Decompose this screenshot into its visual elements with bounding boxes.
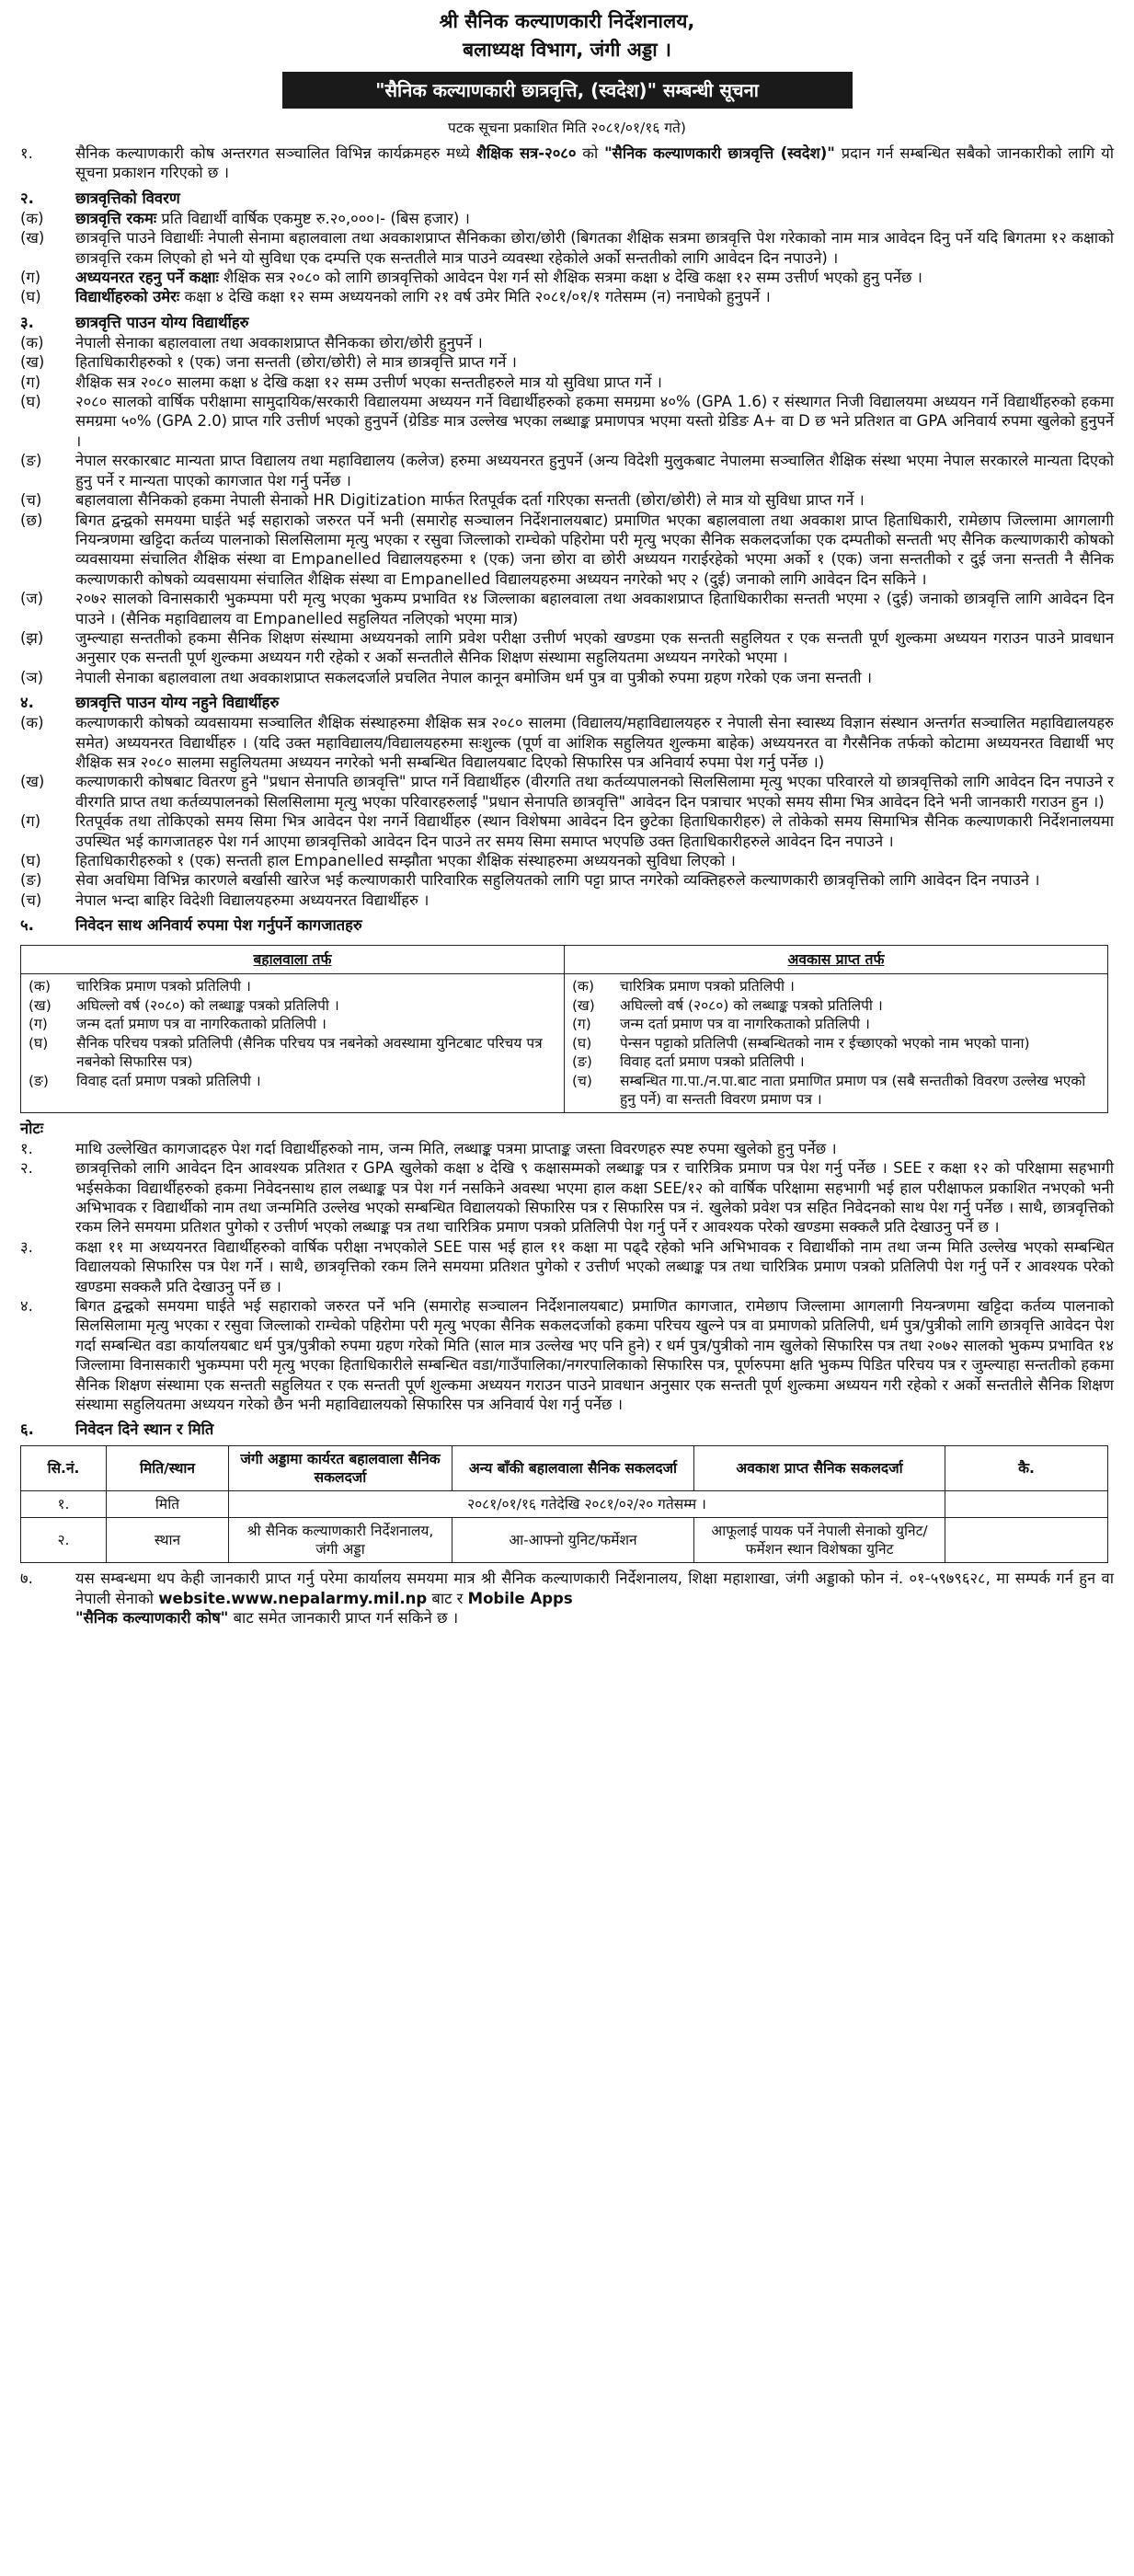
retired-document-item-marker: (घ) <box>572 1034 592 1052</box>
intro-number: १. <box>20 144 33 162</box>
section-3-heading <box>20 313 1114 333</box>
schedule-header-sn: सि.नं. <box>21 1446 107 1491</box>
section-3-item-marker: (छ) <box>20 511 43 529</box>
serving-document-item-marker: (ग) <box>29 1016 48 1033</box>
section-4-item-body: रितपूर्वक तथा तोकिएको समय सिमा भित्र आवेदन पेश नगर्ने विद्यार्थीहरु (स्थान विशेषमा आवेदन दिन छुटेका हिताधिकारीहरु) ले तोकेको समय सिमाभित्र सैनिक कल्याणकारी निर्देशनालयमा उपस्थित भई कागजातहरु पेश गर्न आएमा छात्रवृत्तिको आवेदन दिन पाउने तर समय सिमा समाप्त भएपछि उक्त हिताधिकारीहरुले आवेदन दिन नपाउने । <box>75 812 1114 850</box>
note-item <box>20 1158 1114 1237</box>
schedule-row2-sn: २. <box>21 1518 107 1563</box>
section-3-item-marker: (ग) <box>20 373 41 391</box>
section-2-item-body: कक्षा ४ देखि कक्षा १२ सम्म अध्ययनको लागि २१ वर्ष उमेर मिति २०८१/०१/१ गतेसम्म (न) ननाघेको हुनुपर्ने । <box>179 288 771 306</box>
section-2-item-text <box>75 209 1114 228</box>
serving-document-item-marker: (ख) <box>29 996 52 1014</box>
section-3-item-body: नेपाल सरकारबाट मान्यता प्राप्त विद्यालय तथा महाविद्यालय (कलेज) हरुमा अध्ययनरत हुनुपर्ने (अन्य विदेशी मुलुकबाट नेपालमा सञ्चालित शैक्षिक संस्था भएमा नेपाल सरकारले मान्यता दिएको हुनु पर्ने र मान्यता पाएको कागजात पेश गर्नु पर्नेछ । <box>75 452 1114 489</box>
section-4-title: छात्रवृत्ति पाउन योग्य नहुने विद्यार्थीहरु <box>75 694 280 712</box>
section-3-item-marker: (क) <box>20 333 44 351</box>
section-3-item-marker: (झ) <box>20 628 44 647</box>
section-3-item-body: हिताधिकारीहरुको १ (एक) जना सन्तती (छोरा/छोरी) ले मात्र छात्रवृत्ति प्राप्त गर्ने । <box>75 353 517 372</box>
section-3-item-text <box>75 628 1114 668</box>
note-item-marker: ४. <box>20 1296 33 1315</box>
section-3-item-text <box>75 333 1114 352</box>
intro-scholarship-name: "सैनिक कल्याणकारी छात्रवृत्ति (स्वदेश)" <box>604 144 835 162</box>
note-list <box>20 1139 1114 1415</box>
section-3-item-text <box>75 352 1114 372</box>
note-item-body: कक्षा ११ मा अध्ययनरत विद्यार्थीहरुको वार्षिक परीक्षा नभएकोले SEE पास भई हाल ११ कक्षा मा पढ्दै रहेको भनि अभिभावक र विद्यार्थीको नाम तथा जन्म मिति उल्लेख भएको सम्बन्धित विद्यालयको सिफारिस पत्र पेश गर्ने । साथै, छात्रवृत्तिको रकम लिने समयमा प्रतिशत पुगेको र उत्तीर्ण भएको लब्धाङ्क पत्र तथा चारित्रिक प्रमाण पत्रको प्रतिलिपी पेश गर्नु पर्ने र आवश्यक परेको खण्डमा सक्कलै प्रति देखाउनु पर्ने छ । <box>75 1237 1114 1295</box>
section-2-item-text <box>75 287 1114 306</box>
section-3-item <box>20 392 1114 451</box>
retired-document-item <box>572 1052 1100 1072</box>
section-4-item-text <box>75 891 1114 910</box>
section-7-number: ७. <box>20 1570 33 1588</box>
retired-document-item-text: जन्म दर्ता प्रमाण पत्र वा नागरिकताको प्रतिलिपी । <box>620 1016 870 1033</box>
published-date: पटक सूचना प्रकाशित मिति २०८१/०१/१६ गते) <box>448 120 686 136</box>
section-3-item-body: बिगत द्वन्द्वको समयमा घाईते भई सहाराको जरुरत पर्ने भनी (समारोह सञ्चालन निर्देशनालयबाट) प्रमाणित भएका बहालवाला तथा अवकाश प्राप्त हिताधिकारी, रामेछाप जिल्लामा आगलागी नियन्त्रणमा खट्टिदा कर्तव्य पालनाको सिलसिलामा मृत्यु भएका र रसुवा जिल्लाको राम्चेको पहिरोमा परी मृत्यु भएका सैनिक सकलदर्जाका एक दम्पतीको सन्तती भए सैनिक कल्याणकारी कोषको व्यवसायमा संचालित शैक्षिक संस्था वा Empanelled विद्यालयहरुमा १ (एक) जना छोरा वा छोरी अध्ययन गराईरहेको भएमा अर्को १ (एक) जना सन्ततीको र दुई जना सन्तती नै सैनिक कल्याणकारी कोषको व्यवसायमा संचालित शैक्षिक संस्था वा Empanelled विद्यालयहरुमा अध्ययन नगरेको भए २ (दुई) जनाको लागि आवेदन दिन सकिने । <box>75 511 1114 588</box>
section-3-item-body: नेपाली सेनाका बहालवाला तथा अवकाशप्राप्त सकलदर्जाले प्रचलित नेपाल कानून बमोजिम धर्म पुत्र वा पुत्रीको रुपमा ग्रहण गरेको एक जना सन्तती । <box>75 668 873 686</box>
section-3-item-text <box>75 392 1114 451</box>
serving-document-item <box>29 1072 556 1091</box>
contact-paragraph <box>20 1569 1114 1627</box>
section-4-item-body: कल्याणकारी कोषको व्यवसायमा सञ्चालित शैक्षिक संस्थाहरुमा शैक्षिक सत्र २०८० सालमा (विद्यालय/महाविद्यालयहरु र नेपाली सेना स्वास्थ्य विज्ञान संस्थान अन्तर्गत सञ्चालित महाविद्यालयहरु समेत) अध्ययनरत विद्यार्थीहरु । (यदि उक्त महाविद्यालय/विद्यालयहरुमा सःशुल्क (पूर्ण वा आंशिक सहुलियत शुल्कमा बाहेक) अध्ययनरत वा गैरसैनिक तर्फको कोटामा अध्ययनरत विद्यार्थी भए शैक्षिक सत्र २०८० सालमा सहुलियतमा अध्ययन नगरेको भनी सम्बन्धित विद्यालयबाट दिएको सिफारिस पत्र अनिवार्य रुपमा पेश गर्नु पर्नेछ ।) <box>75 714 1114 771</box>
retired-document-item <box>572 1034 1100 1053</box>
section-3-item-text <box>75 668 1114 687</box>
note-item-marker: २. <box>20 1159 33 1178</box>
serving-document-item-text: जन्म दर्ता प्रमाण पत्र वा नागरिकताको प्रतिलिपी । <box>76 1016 326 1033</box>
note-label: नोटः <box>20 1119 44 1137</box>
section-4-item-text <box>75 772 1114 811</box>
schedule-place-row <box>21 1518 1108 1563</box>
retired-document-item <box>572 977 1100 996</box>
schedule-header-hq-serving: जंगी अड्डामा कार्यरत बहालवाला सैनिक सकलदर्जा <box>229 1446 452 1491</box>
retired-document-item-marker: (ग) <box>572 1016 591 1033</box>
section-3-item-marker: (ज) <box>20 590 44 608</box>
section-4-number: ४. <box>20 694 34 712</box>
section-3-item-marker: (ख) <box>20 353 45 372</box>
section-4-item <box>20 870 1114 890</box>
section-2-item-text <box>75 228 1114 268</box>
section-2-number: २. <box>20 189 34 207</box>
org-department: बलाध्यक्ष विभाग, जंगी अड्डा । <box>463 39 671 61</box>
schedule-header-row <box>21 1446 1108 1491</box>
note-item-text <box>75 1296 1114 1414</box>
schedule-table <box>20 1445 1108 1563</box>
section-4-item-text <box>75 713 1114 772</box>
section-4-item-text <box>75 851 1114 870</box>
note-item-marker: १. <box>20 1139 33 1157</box>
section-5-title: निवेदन साथ अनिवार्य रुपमा पेश गर्नुपर्ने कागजातहरु <box>75 916 362 935</box>
serving-column-header: बहालवाला तर्फ <box>21 946 565 974</box>
section-5-heading <box>20 915 1114 936</box>
contact-pre: यस सम्बन्धमा थप केही जानकारी प्राप्त गर्नु परेमा कार्यालय समयमा मात्र श्री सैनिक कल्याणकारी निर्देशनालय, शिक्षा महाशाखा, जंगी अड्डाको फोन नं. ०१-५९७९६२८, मा सम्पर्क गर्न हुन वा नेपाली सेनाको <box>75 1570 1114 1607</box>
retired-document-item <box>572 996 1100 1016</box>
retired-documents-list <box>565 974 1108 1113</box>
documents-table <box>20 945 1108 1113</box>
section-3-item-body: जुम्ल्याहा सन्ततीको हकमा सैनिक शिक्षण संस्थामा अध्ययनको लागि प्रवेश परीक्षा उत्तीर्ण भएको खण्डमा एक सन्तती सहुलियत र एक सन्तती पूर्ण शुल्कमा अध्ययन गराउन पाउने प्रावधान अनुसार एक सन्तती पूर्ण शुल्कमा अध्ययन गरी रहेको र अर्को सन्ततीले सैनिक शिक्षण संस्थामा सहुलियतमा अध्ययन नगरेको भएमा । <box>75 628 1114 667</box>
schedule-header-remarks: कै. <box>945 1446 1108 1491</box>
section-3-item-body: २०७२ सालको विनासकारी भुकम्पमा परी मृत्यु भएका भुकम्प प्रभावित १४ जिल्लाका बहालवाला तथा अवकाशप्राप्त हिताधिकारीका सन्तती भएमा २ (दुई) जनाको छात्रवृत्ति लागि आवेदन दिन पाउने । (सैनिक महाविद्यालय वा Empanelled सहुलियत नलिएको भएमा मात्र) <box>75 590 1114 627</box>
serving-document-item-text: सैनिक परिचय पत्रको प्रतिलिपी (सैनिक परिचय पत्र नबनेको अवस्थामा युनिटबाट परिचय पत्र नबनेको सिफारिस पत्र) <box>76 1034 543 1071</box>
section-3-item <box>20 628 1114 668</box>
intro-post: प्रदान गर्न सम्बन्धित सबैको जानकारीको लागि यो सूचना प्रकाशन गरिएको छ । <box>75 144 1115 182</box>
note-item-text <box>75 1237 1114 1296</box>
section-3-item <box>20 668 1114 687</box>
section-2-item <box>20 228 1114 268</box>
section-3-item-body: बहालवाला सैनिकको हकमा नेपाली सेनाको HR Digitization मार्फत रितपूर्वक दर्ता गरिएका सन्तती (छोरा/छोरी) ले मात्र यो सुविधा प्राप्त गर्ने । <box>75 491 865 510</box>
note-item-body: छात्रवृत्तिको लागि आवेदन दिन आवश्यक प्रतिशत र GPA खुलेको कक्षा ४ देखि ९ कक्षासम्मको लब्धाङ्क पत्र र चारित्रिक प्रमाण पत्र पेश गर्नु पर्नेछ । SEE र कक्षा १२ को परिक्षामा सहभागी भईसकेका विद्यार्थीहरुको हकमा निवेदनसाथ हाल लब्धाङ्क पत्र पेश गर्न नसकिने अवस्था भएमा हाल कक्षा SEE/१२ को वार्षिक परिक्षामा सहभागी भई हाल परीक्षाफल प्रकाशित नभएको भनी अभिभावक र विद्यार्थीको नाम तथा जन्ममिति उल्लेख भएको सम्बन्धित विद्यालयको सिफारिस पत्र र सिफारिस पत्र नं. खुलेको प्रवेश पत्र सहित निवेदनको साथ पेश गर्नु पर्नेछ । साथै, छात्रवृत्तिको रकम लिने समयमा प्रतिशत पुगेको र उत्तीर्ण भएको लब्धाङ्क पत्र तथा चारित्रिक प्रमाण पत्रको प्रतिलिपी पेश गर्नु पर्ने र आवश्यक परेको खण्डमा सक्कलै प्रति देखाउनु पर्ने छ । <box>75 1159 1114 1236</box>
schedule-place-other: आ-आफ्नो युनिट/फर्मेशन <box>452 1518 694 1563</box>
section-4-item-body: सेवा अवधिमा विभिन्न कारणले बर्खासी खारेज भई कल्याणकारी पारिवारिक सहुलियतको लागि पट्टा प्राप्त नगरेको व्यक्तिहरुले कल्याणकारी छात्रवृत्तिको लागि आवेदन दिन नपाउने । <box>75 871 1040 890</box>
section-2-item-marker: (घ) <box>20 288 41 306</box>
section-3-item-body: शैक्षिक सत्र २०८० सालमा कक्षा ४ देखि कक्षा १२ सम्म उत्तीर्ण भएका सन्ततीहरुले मात्र यो सुविधा प्राप्त गर्ने । <box>75 373 662 391</box>
retired-document-item <box>572 1072 1100 1110</box>
retired-document-item-text: पेन्सन पट्टाको प्रतिलिपी (सम्बन्धितको नाम र ईच्छाएको भएको नाम भएको पाना) <box>620 1034 1030 1052</box>
note-item <box>20 1139 1114 1158</box>
note-item-marker: ३. <box>20 1237 33 1256</box>
schedule-header-retired: अवकाश प्राप्त सैनिक सकलदर्जा <box>694 1446 945 1491</box>
schedule-date-row <box>21 1491 1108 1518</box>
schedule-header-other-serving: अन्य बाँकी बहालवाला सैनिक सकलदर्जा <box>452 1446 694 1491</box>
section-4-item <box>20 811 1114 851</box>
schedule-header-date-place: मिति/स्थान <box>107 1446 229 1491</box>
note-item-body: बिगत द्वन्द्वको समयमा घाईते भई सहाराको जरुरत पर्ने भनि (समारोह सञ्चालन निर्देशनालयबाट) प्रमाणित कागजात, रामेछाप जिल्लामा आगलागी नियन्त्रणमा खट्टिदा कर्तव्य पालनाको सिलसिलामा मृत्यु भएका र रसुवा जिल्लाको राम्चेको पहिरोमा परी मृत्यु भएका सैनिक सकलदर्जाको हकमा परिचय खुल्ने पत्र वा प्रमाणको प्रतिलिपी, धर्म पुत्र/पुत्रीको लागि छात्रवृत्ति आवेदन पेश गर्दा सम्बन्धित वडा कार्यालयबाट धर्म पुत्र/पुत्रीको रुपमा ग्रहण गरेको मिति (साल मात्र उल्लेख भए पनि हुने) र धर्म पुत्र/पुत्रीको नाम खुलेको सिफारिस पत्र तथा २०७२ सालको भुकम्प प्रभावित १४ जिल्लामा विनासकारी भुकम्पमा परी मृत्यु भएका हिताधिकारीले सम्बन्धित वडा/गाउँपालिका/नगरपालिकाको सिफारिस पत्र, पूर्णरुपमा क्षति भुकम्प पिडित परिचय पत्र र जुम्ल्याहा सन्ततीको हकमा सैनिक शिक्षण संस्थामा एक सन्तती सहुलियत र एक सन्तती पूर्ण शुल्कमा अध्ययन गराउन पाउने प्रावधान अनुसार एक सन्तती पूर्ण शुल्कमा अध्ययन गरी रहेको र अर्को सन्ततीले सैनिक शिक्षण संस्थामा सहुलियतमा अध्ययन गरेको छैन भनी महाविद्यालयको सिफारिस पत्र अनिवार्य पेश गर्नु पर्नेछ । <box>75 1296 1114 1413</box>
section-2-list <box>20 209 1114 307</box>
section-3-item <box>20 352 1114 372</box>
intro-pre: सैनिक कल्याणकारी कोष अन्तरगत सञ्चालित विभिन्न कार्यक्रमहरु मध्ये <box>75 144 476 162</box>
section-3-list <box>20 333 1114 687</box>
section-2-item <box>20 287 1114 306</box>
section-2-item-label: छात्रवृत्ति रकमः <box>75 209 157 227</box>
section-4-item-marker: (घ) <box>20 852 41 869</box>
section-4-item-text <box>75 811 1114 851</box>
org-name: श्री सैनिक कल्याणकारी निर्देशनालय, <box>439 10 695 32</box>
section-4-item-body: नेपाल भन्दा बाहिर विदेशी विद्यालयहरुमा अध्ययनरत विद्यार्थीहरु । <box>75 891 430 909</box>
contact-post: बाट समेत जानकारी प्राप्त गर्न सकिने छ । <box>228 1609 459 1627</box>
retired-document-item-text: अघिल्लो वर्ष (२०८०) को लब्धाङ्क पत्रको प्रतिलिपी । <box>620 996 883 1014</box>
section-2-item-body: प्रति विद्यार्थी वार्षिक एकमुष्ट रु.२०,०००।- (बिस हजार) । <box>156 209 470 227</box>
section-4-item-marker: (ग) <box>20 812 41 831</box>
section-5-number: ५. <box>20 916 34 935</box>
note-item-text <box>75 1158 1114 1237</box>
retired-document-item-marker: (च) <box>572 1072 592 1089</box>
mobile-apps-label: Mobile Apps <box>467 1589 573 1607</box>
schedule-date-range: २०८१/०१/१६ गतेदेखि २०८१/०२/२० गतेसम्म । <box>229 1491 945 1518</box>
section-4-item-text <box>75 870 1114 890</box>
section-3-item-text <box>75 589 1114 628</box>
intro-session: शैक्षिक सत्र-२०८० <box>475 144 577 162</box>
section-4-item-marker: (च) <box>20 891 42 909</box>
section-2-item-label: विद्यार्थीहरुको उमेरः <box>75 288 180 306</box>
section-6-heading <box>20 1420 1114 1440</box>
section-3-item <box>20 490 1114 510</box>
serving-document-item-marker: (घ) <box>29 1034 49 1052</box>
serving-document-item-text: अघिल्लो वर्ष (२०८०) को लब्धाङ्क पत्रको प्रतिलिपी । <box>76 996 339 1014</box>
section-4-item <box>20 851 1114 870</box>
schedule-row2-label: स्थान <box>107 1518 229 1563</box>
section-2-heading <box>20 189 1114 209</box>
fund-name: "सैनिक कल्याणकारी कोष" <box>75 1609 229 1627</box>
serving-document-item-text: चारित्रिक प्रमाण पत्रको प्रतिलिपी । <box>76 978 251 995</box>
section-4-item-body: कल्याणकारी कोषबाट वितरण हुने "प्रधान सेनापति छात्रवृत्ति" प्राप्त गर्ने विद्यार्थीहरु (वीरगति तथा कर्तव्यपालनको सिलसिलामा मृत्यु भएका परिवारले यो छात्रवृत्तिको लागि आवेदन दिन नपाउने र वीरगति प्राप्त तथा कर्तव्यपालनको सिलसिलामा मृत्यु भएका परिवारहरुलाई "प्रधान सेनापति छात्रवृत्ति" आवेदन दिन पत्राचार भएको समय सीमा भित्र आवेदन दिने भनी जानकारी गराउन हुन ।) <box>75 773 1114 811</box>
intro-paragraph <box>20 144 1114 183</box>
section-3-item <box>20 333 1114 352</box>
section-2-item-body: छात्रवृत्ति पाउने विद्यार्थीः नेपाली सेनामा बहालवाला तथा अवकाशप्राप्त सैनिकका छोरा/छोरी (बिगतका शैक्षिक सत्रमा छात्रवृत्ति पेश गरेकाको नाम मात्र आवेदन दिनु पर्ने यदि बिगतमा १२ कक्षाको छात्रवृत्ति रकम लिएको हो भने यो सुविधा एक दम्पत्ति एक सन्ततीले मात्र पाउने व्यवस्था रहेकोले अर्को सन्ततीको लागि आवेदन दिन नपाउने) । <box>75 229 1114 267</box>
section-2-item <box>20 268 1114 287</box>
section-2-item-marker: (ख) <box>20 229 45 247</box>
serving-document-item-text: विवाह दर्ता प्रमाण पत्रको प्रतिलिपी । <box>76 1072 261 1089</box>
serving-document-item-marker: (ङ) <box>29 1072 49 1089</box>
contact-mid: बाट र <box>427 1589 468 1607</box>
schedule-row1-remarks <box>945 1491 1108 1518</box>
section-3-item-text <box>75 451 1114 490</box>
section-2-item-label: अध्ययनरत रहनु पर्ने कक्षाः <box>75 269 219 287</box>
retired-document-item-text: विवाह दर्ता प्रमाण पत्रको प्रतिलिपी । <box>620 1053 805 1071</box>
retired-document-item-text: सम्बन्धित गा.पा./न.पा.बाट नाता प्रमाणित प्रमाण पत्र (सबै सन्ततीको विवरण उल्लेख भएको हुनु पर्ने) वा सन्तती विवरण प्रमाण पत्र । <box>620 1072 1086 1109</box>
section-4-item <box>20 713 1114 772</box>
retired-document-item <box>572 1015 1100 1034</box>
section-4-item <box>20 891 1114 910</box>
contact-text <box>75 1569 1114 1627</box>
note-item-body: माथि उल्लेखित कागजादहरु पेश गर्दा विद्यार्थीहरुको नाम, जन्म मिति, लब्धाङ्क पत्रमा प्राप्ताङ्क जस्ता विवरणहरु स्पष्ट रुपमा खुलेको हुनु पर्नेछ । <box>75 1139 837 1157</box>
section-3-item <box>20 373 1114 392</box>
notice-title: "सैनिक कल्याणकारी छात्रवृत्ति, (स्वदेश)" सम्बन्धी सूचना <box>282 72 853 109</box>
retired-column-header: अवकास प्राप्त तर्फ <box>565 946 1108 974</box>
section-3-item-marker: (ञ) <box>20 668 44 686</box>
section-3-item-text <box>75 373 1114 392</box>
retired-document-item-marker: (ख) <box>572 996 595 1014</box>
schedule-place-hq: श्री सैनिक कल्याणकारी निर्देशनालय, जंगी अड्डा <box>229 1518 452 1563</box>
serving-document-item <box>29 1015 556 1034</box>
section-4-item-marker: (ख) <box>20 773 45 791</box>
section-3-title: छात्रवृत्ति पाउन योग्य विद्यार्थीहरु <box>75 313 249 331</box>
section-4-heading <box>20 693 1114 713</box>
section-2-item-marker: (क) <box>20 209 44 227</box>
section-4-list <box>20 713 1114 910</box>
section-3-item-text <box>75 511 1114 590</box>
intro-text <box>75 144 1114 183</box>
section-2-item <box>20 209 1114 228</box>
section-4-item-marker: (क) <box>20 714 44 732</box>
retired-document-item-marker: (ङ) <box>572 1053 592 1071</box>
section-3-item <box>20 451 1114 490</box>
note-item <box>20 1237 1114 1296</box>
section-3-item-marker: (घ) <box>20 393 41 411</box>
section-4-item-body: हिताधिकारीहरुको १ (एक) सन्तती हाल Empanelled सम्झौता भएका शैक्षिक संस्थाहरुमा अध्ययनको सुविधा लिएको । <box>75 852 736 869</box>
section-3-item-text <box>75 490 1114 510</box>
section-3-item <box>20 589 1114 628</box>
section-2-item-body: शैक्षिक सत्र २०८० को लागि छात्रवृत्तिको आवेदन पेश गर्न सो शैक्षिक सत्रमा कक्षा ४ देखि कक्षा १२ सम्म उत्तीर्ण भएको हुनु पर्नेछ । <box>218 269 922 287</box>
note-item-text <box>75 1139 1114 1158</box>
serving-document-item <box>29 1034 556 1072</box>
serving-documents-list <box>21 974 565 1113</box>
section-3-item <box>20 511 1114 590</box>
section-2-item-text <box>75 268 1114 287</box>
website-link[interactable]: website.www.nepalarmy.mil.np <box>158 1589 428 1607</box>
serving-document-item-marker: (क) <box>29 978 51 995</box>
section-3-item-marker: (ङ) <box>20 452 42 470</box>
section-4-item-marker: (ङ) <box>20 871 42 890</box>
schedule-place-retired: आफूलाई पायक पर्ने नेपाली सेनाको युनिट/फर्मेशन स्थान विशेषका युनिट <box>694 1518 945 1563</box>
retired-document-item-text: चारित्रिक प्रमाण पत्रको प्रतिलिपी । <box>620 978 795 995</box>
section-3-item-body: नेपाली सेनाका बहालवाला तथा अवकाशप्राप्त सैनिकका छोरा/छोरी हुनुपर्ने । <box>75 333 483 351</box>
section-3-number: ३. <box>20 313 34 331</box>
section-4-item <box>20 772 1114 811</box>
section-3-item-body: २०८० सालको वार्षिक परीक्षामा सामुदायिक/सरकारी विद्यालयमा अध्ययन गर्ने विद्यार्थीहरुको हकमा समग्रमा ४०% (GPA 1.6) र संस्थागत निजी विद्यालयमा अध्ययन गर्ने विद्यार्थीहरुको हकमा समग्रमा ५०% (GPA 2.0) प्राप्त गरि उत्तीर्ण भएको हुनुपर्ने (ग्रेडिङ मात्र उल्लेख भएका लब्धाङ्क प्रमाणपत्र भएमा यस्तो ग्रेडिङ A+ वा D छ भने प्रतिशत वा GPA अनिवार्य रुपमा खुलेको हुनुपर्ने । <box>75 393 1114 450</box>
section-3-item-marker: (च) <box>20 491 42 510</box>
serving-document-item <box>29 977 556 996</box>
section-2-item-marker: (ग) <box>20 269 41 287</box>
schedule-row2-remarks <box>945 1518 1108 1563</box>
section-6-number: ६. <box>20 1420 34 1439</box>
section-6-title: निवेदन दिने स्थान र मिति <box>75 1420 214 1439</box>
note-item <box>20 1296 1114 1414</box>
retired-document-item-marker: (क) <box>572 978 594 995</box>
intro-mid: को <box>576 144 605 162</box>
section-2-title: छात्रवृत्तिको विवरण <box>75 189 180 207</box>
serving-document-item <box>29 996 556 1016</box>
schedule-row1-label: मिति <box>107 1491 229 1518</box>
schedule-row1-sn: १. <box>21 1491 107 1518</box>
